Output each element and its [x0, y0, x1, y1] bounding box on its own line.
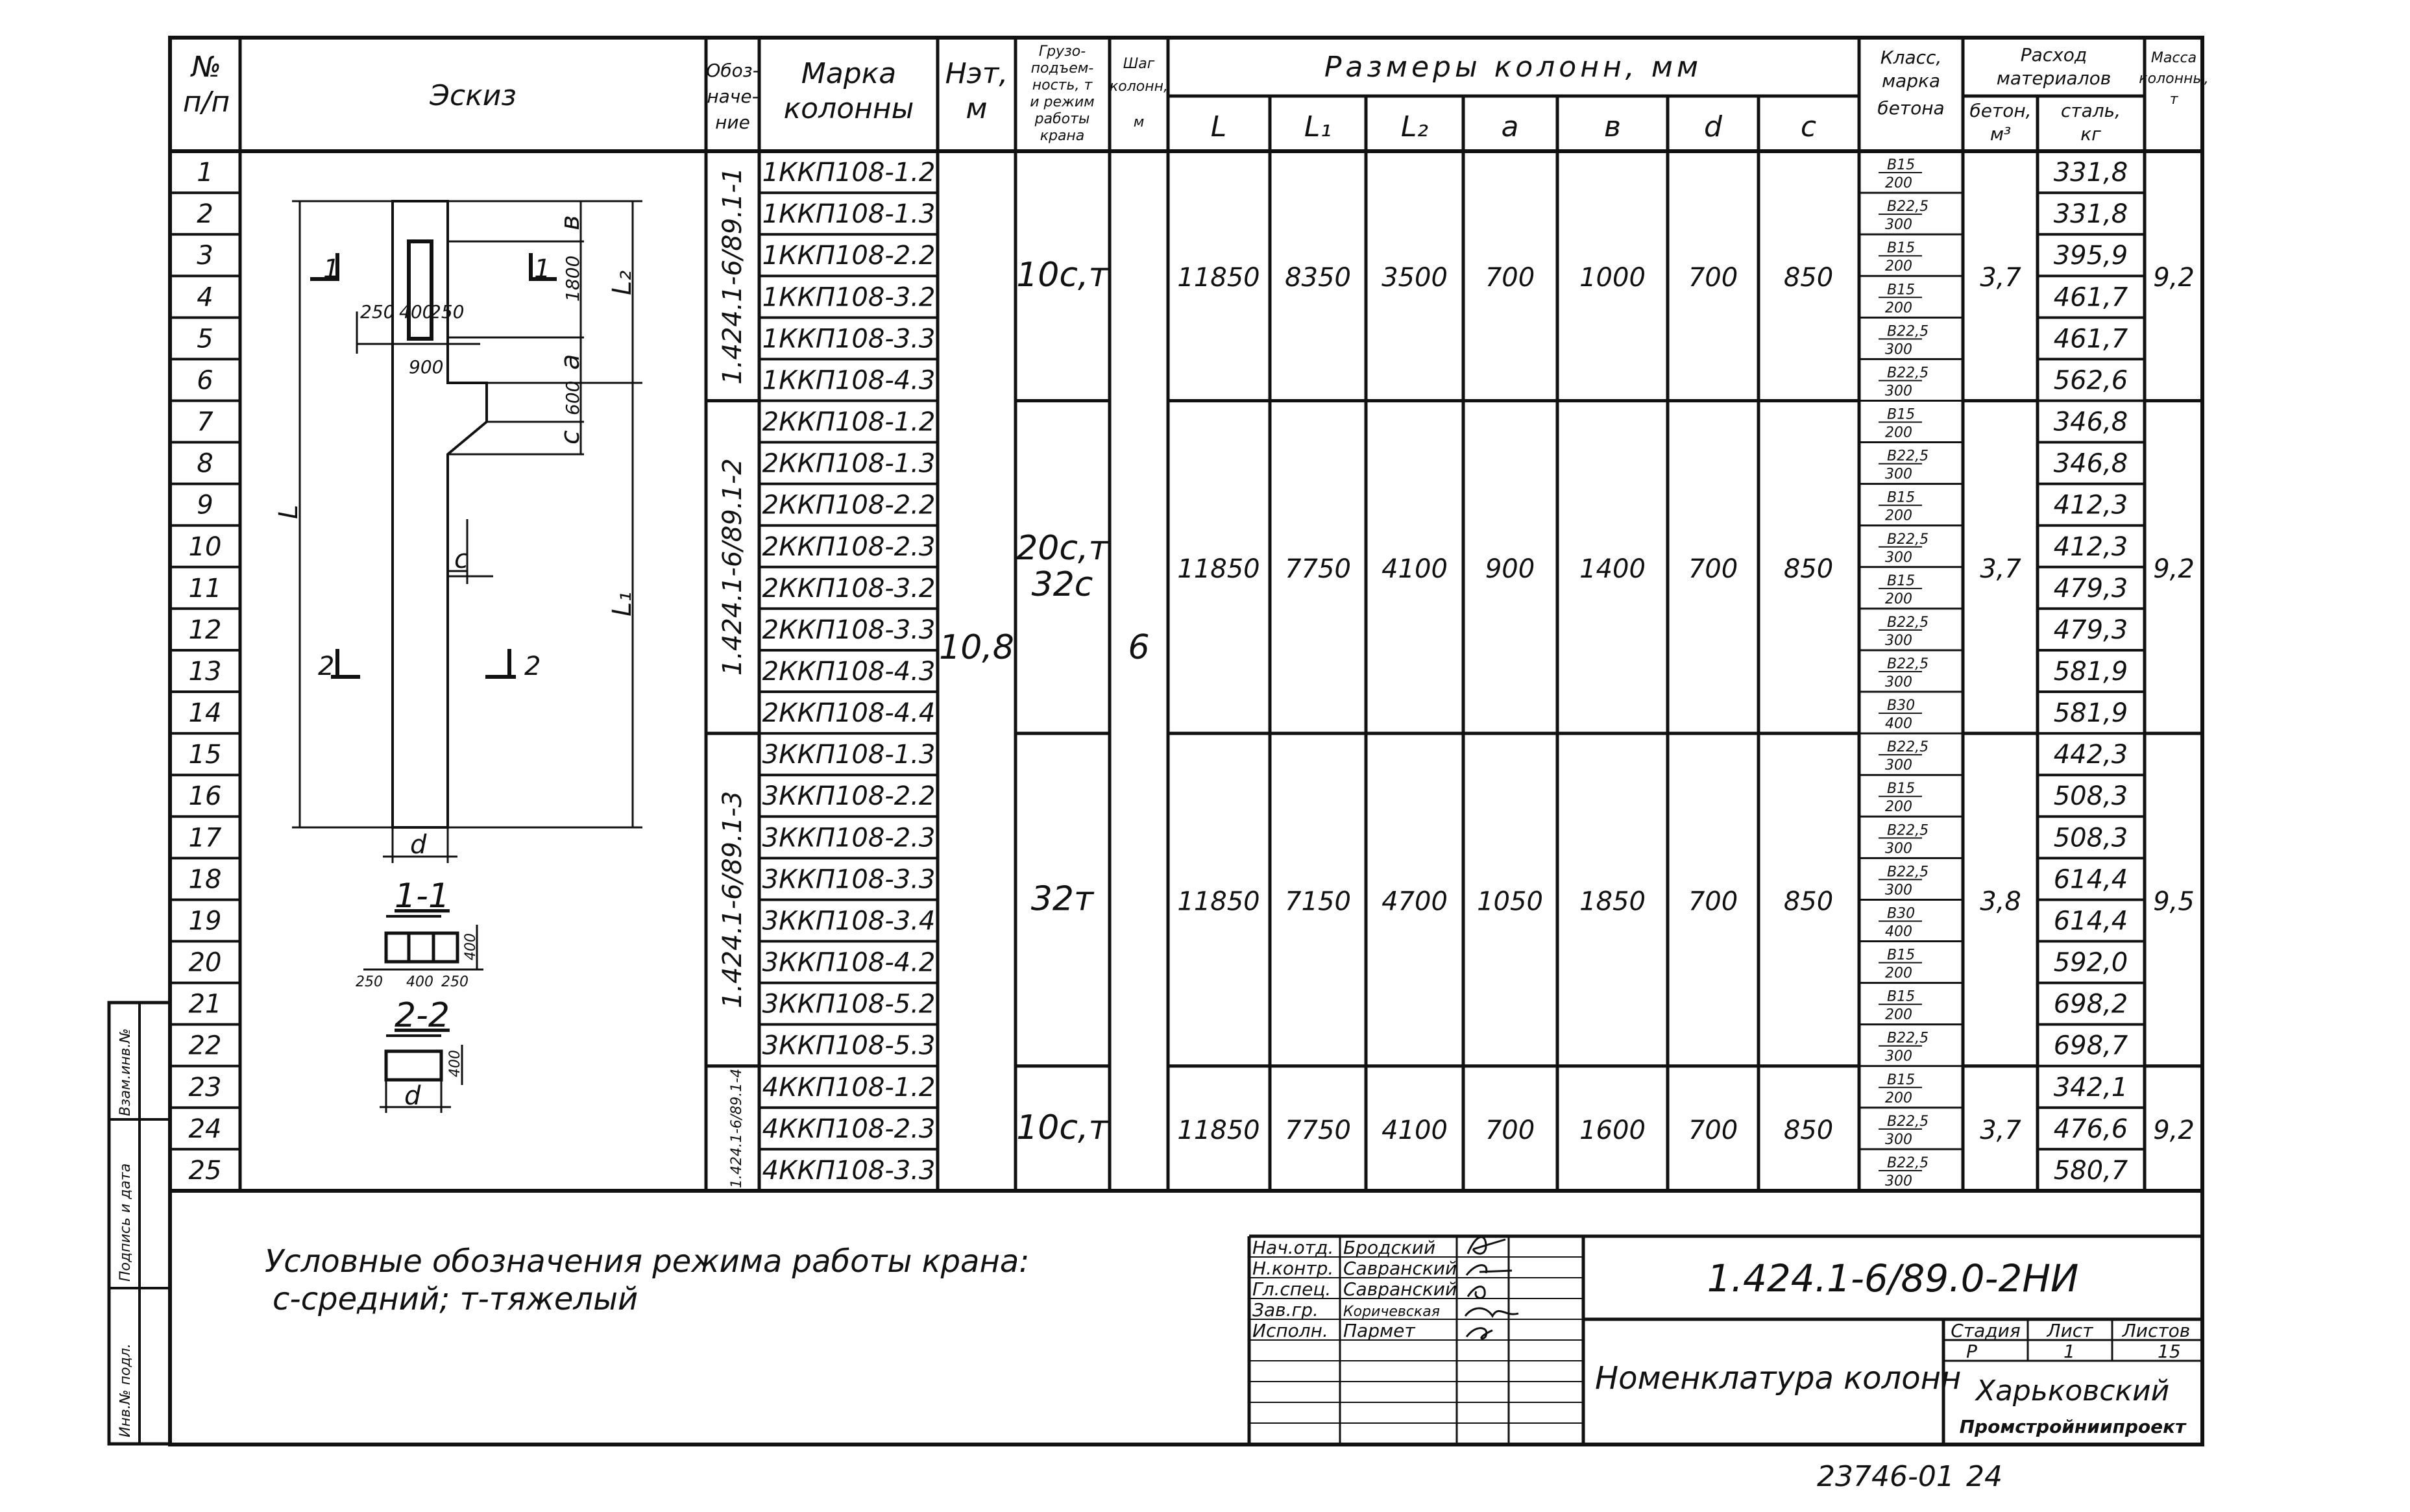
- row-concrete-class: B15: [1887, 157, 1916, 174]
- row-number: 6: [197, 365, 213, 396]
- row-number: 1: [197, 158, 213, 188]
- name-executor: Пармет: [1343, 1320, 1415, 1341]
- header-dim-L1: L₁: [1304, 110, 1332, 143]
- s1-dim-h400: 400: [463, 933, 479, 960]
- row-steel: 346,8: [2053, 407, 2128, 437]
- group-beton: 3,7: [1980, 263, 2021, 293]
- document-code: 1.424.1-6/89.0-2НИ: [1707, 1256, 2079, 1300]
- row-number: 7: [197, 407, 213, 437]
- row-number: 4: [197, 282, 213, 313]
- row-number: 2: [197, 199, 213, 230]
- legend-notes: [265, 1243, 1029, 1317]
- row-mark: 4ККП108-3.3: [762, 1155, 936, 1186]
- row-concrete-grade: 300: [1885, 1131, 1912, 1148]
- row-number: 17: [188, 823, 222, 853]
- header-mass-2: колонны,: [2139, 71, 2209, 87]
- row-steel: 342,1: [2053, 1072, 2128, 1103]
- group-crane: 20с,т: [1016, 528, 1108, 568]
- row-mark: 2ККП108-4.3: [762, 657, 936, 687]
- header-concrete-3: бетона: [1877, 97, 1945, 119]
- row-concrete-grade: 300: [1885, 549, 1912, 566]
- dim-a: а: [555, 354, 585, 370]
- group-dim-l: 11850: [1177, 554, 1260, 584]
- row-steel: 698,2: [2053, 989, 2128, 1019]
- row-number: 12: [188, 615, 222, 645]
- dim-c-vertical: с: [555, 430, 585, 445]
- row-mark: 2ККП108-2.2: [762, 490, 936, 520]
- s2-dim-d: d: [404, 1081, 421, 1111]
- row-concrete-class: B30: [1887, 698, 1916, 714]
- group-mass: 9,2: [2153, 263, 2195, 293]
- row-concrete-class: B30: [1887, 905, 1916, 922]
- group-dim-l: 11850: [1177, 886, 1260, 917]
- group-mass: 9,2: [2153, 554, 2195, 584]
- row-concrete-class: B15: [1887, 1071, 1916, 1088]
- dim-250a: 250: [360, 301, 395, 323]
- row-concrete-class: B22,5: [1887, 365, 1929, 382]
- row-concrete-grade: 400: [1885, 923, 1912, 940]
- row-concrete-grade: 200: [1885, 591, 1912, 607]
- sheets-label: Листов: [2122, 1320, 2191, 1341]
- header-designation-3: ние: [715, 112, 750, 133]
- row-concrete-class: B22,5: [1887, 199, 1929, 215]
- group-dim-b: 1000: [1579, 263, 1646, 293]
- group-beton: 3,7: [1980, 554, 2021, 584]
- row-steel: 412,3: [2053, 490, 2128, 520]
- row-mark: 3ККП108-4.2: [762, 947, 936, 978]
- row-steel: 581,9: [2053, 698, 2128, 729]
- column-outline: [393, 201, 487, 827]
- group-mass: 9,5: [2153, 886, 2195, 917]
- table-body: [189, 157, 2128, 1189]
- notes-line-2: с-средний; т-тяжелый: [273, 1281, 639, 1317]
- header-h-2: м: [966, 92, 988, 125]
- row-concrete-class: B22,5: [1887, 1154, 1929, 1171]
- group-dim-b: 1400: [1579, 554, 1646, 584]
- row-steel: 412,3: [2053, 531, 2128, 562]
- row-steel: 562,6: [2053, 365, 2128, 396]
- group-dim-d: 700: [1688, 1115, 1738, 1145]
- row-steel: 331,8: [2053, 199, 2128, 230]
- row-concrete-class: B22,5: [1887, 323, 1929, 340]
- s1-dim-400: 400: [406, 974, 433, 990]
- group-dim-l2: 4100: [1381, 554, 1448, 584]
- group-beton: 3,8: [1980, 886, 2021, 917]
- stamp-replaced-inv: Взам.инв.№: [117, 1028, 134, 1116]
- row-concrete-grade: 300: [1885, 632, 1912, 649]
- row-steel: 581,9: [2053, 657, 2128, 687]
- row-number: 21: [188, 989, 222, 1019]
- cut2-left-label: 2: [318, 652, 335, 681]
- row-mark: 1ККП108-2.2: [762, 241, 936, 271]
- dim-900: 900: [409, 356, 444, 378]
- name-group-head: Коричевская: [1343, 1304, 1440, 1320]
- group-designation: 1.424.1-6/89.1-3: [718, 790, 748, 1008]
- row-steel: 461,7: [2053, 324, 2128, 354]
- group-dim-l1: 8350: [1285, 263, 1351, 293]
- org-line-1: Харьковский: [1975, 1374, 2170, 1408]
- group-dim-l1: 7150: [1285, 886, 1351, 917]
- org-line-2: Промстройниипроект: [1959, 1416, 2186, 1437]
- header-dim-L2: L₂: [1400, 110, 1429, 143]
- title-block-text: [1252, 1237, 2190, 1437]
- row-mark: 3ККП108-5.2: [762, 989, 936, 1019]
- sheets-value: 15: [2158, 1341, 2181, 1362]
- row-steel: 479,3: [2053, 615, 2128, 645]
- row-mark: 3ККП108-3.4: [762, 906, 936, 936]
- group-dim-d: 700: [1688, 554, 1738, 584]
- group-dim-l: 11850: [1177, 1115, 1260, 1145]
- row-number: 3: [197, 241, 213, 271]
- group-dim-c: 850: [1783, 1115, 1834, 1145]
- row-number: 5: [197, 324, 213, 354]
- row-concrete-class: B22,5: [1887, 531, 1929, 548]
- row-number: 13: [188, 657, 222, 687]
- dim-600: 600: [562, 380, 583, 415]
- group-dim-a: 900: [1485, 554, 1535, 584]
- group-dim-a: 700: [1485, 263, 1535, 293]
- row-concrete-class: B15: [1887, 947, 1916, 964]
- document-title: Номенклатура колонн: [1595, 1360, 1962, 1396]
- row-concrete-class: B22,5: [1887, 448, 1929, 465]
- dim-L1: L₁: [607, 591, 637, 616]
- header-dims: Размеры колонн, мм: [1324, 51, 1703, 84]
- row-number: 14: [188, 698, 222, 729]
- stage-label: Стадия: [1951, 1320, 2021, 1341]
- row-mark: 2ККП108-3.3: [762, 615, 936, 645]
- row-steel: 592,0: [2053, 947, 2128, 978]
- row-steel: 442,3: [2053, 740, 2128, 770]
- row-steel: 331,8: [2053, 158, 2128, 188]
- row-mark: 1ККП108-3.3: [762, 324, 936, 354]
- row-number: 22: [188, 1030, 222, 1061]
- group-dim-l2: 4700: [1381, 886, 1448, 917]
- group-dim-d: 700: [1688, 263, 1738, 293]
- row-number: 15: [188, 740, 222, 770]
- header-crane-2: подъем-: [1030, 60, 1094, 77]
- row-mark: 3ККП108-1.3: [762, 740, 936, 770]
- header-crane-3: ность, т: [1032, 77, 1093, 93]
- row-concrete-class: B22,5: [1887, 864, 1929, 881]
- group-crane: 10с,т: [1016, 1108, 1108, 1147]
- row-concrete-grade: 300: [1885, 217, 1912, 234]
- row-concrete-grade: 200: [1885, 300, 1912, 317]
- table-header: [183, 43, 2209, 145]
- group-dim-l: 11850: [1177, 263, 1260, 293]
- s2-dim-h400: 400: [447, 1050, 463, 1077]
- row-mark: 1ККП108-4.3: [762, 365, 936, 396]
- group-dim-c: 850: [1783, 886, 1834, 917]
- dim-b: в: [555, 215, 585, 230]
- dim-c-horizontal: с: [454, 544, 469, 574]
- header-mass-1: Масса: [2150, 50, 2197, 66]
- header-sketch: Эскиз: [430, 79, 517, 112]
- section-1-1-shape: [386, 933, 457, 962]
- row-concrete-grade: 300: [1885, 674, 1912, 690]
- header-num-1: №: [191, 51, 221, 84]
- dim-250b: 250: [430, 301, 465, 323]
- dim-L2: L₂: [607, 270, 637, 295]
- header-beton-2: м³: [1990, 123, 2012, 145]
- signatures: [1465, 1237, 1518, 1338]
- group-crane: 10с,т: [1016, 256, 1108, 295]
- group-dim-c: 850: [1783, 554, 1834, 584]
- header-dim-d: d: [1704, 110, 1722, 143]
- row-number: 20: [188, 947, 222, 978]
- row-mark: 1ККП108-3.2: [762, 282, 936, 313]
- header-mark-2: колонны: [783, 92, 914, 125]
- row-concrete-grade: 200: [1885, 424, 1912, 441]
- row-number: 19: [188, 906, 222, 936]
- dim-L: L: [274, 504, 304, 519]
- row-mark: 2ККП108-2.3: [762, 531, 936, 562]
- header-concrete-1: Класс,: [1880, 47, 1942, 68]
- side-stamp: [109, 1003, 170, 1444]
- row-concrete-grade: 300: [1885, 383, 1912, 400]
- name-norm-control: Савранский: [1343, 1258, 1457, 1279]
- row-steel: 476,6: [2053, 1114, 2128, 1144]
- cut1-left-label: 1: [323, 254, 340, 284]
- row-concrete-class: B15: [1887, 781, 1916, 798]
- s1-dim-250b: 250: [441, 974, 469, 990]
- row-concrete-class: B15: [1887, 489, 1916, 506]
- name-chief-specialist: Савранский: [1343, 1278, 1457, 1300]
- header-crane-6: крана: [1040, 128, 1085, 144]
- header-designation-2: наче-: [707, 86, 759, 107]
- header-beton-1: бетон,: [1969, 100, 2032, 121]
- role-group-head: Зав.гр.: [1252, 1299, 1319, 1321]
- header-steel-1: сталь,: [2060, 100, 2121, 121]
- group-dim-a: 1050: [1477, 886, 1543, 917]
- row-concrete-class: B22,5: [1887, 1113, 1929, 1130]
- cell-step-merged: 6: [1128, 628, 1150, 667]
- section-2-2-shape: [386, 1051, 441, 1080]
- row-mark: 3ККП108-2.3: [762, 823, 936, 853]
- stamp-inv-original: Инв.№ подл.: [117, 1343, 134, 1437]
- row-concrete-class: B22,5: [1887, 1030, 1929, 1047]
- cut1-right-label: 1: [534, 254, 551, 284]
- group-dim-c: 850: [1783, 263, 1834, 293]
- header-step-2: колонн,: [1109, 79, 1169, 95]
- page-number: 24: [1966, 1460, 2002, 1493]
- row-concrete-grade: 200: [1885, 175, 1912, 192]
- sheet-value: 1: [2063, 1341, 2075, 1362]
- header-step-1: Шаг: [1123, 56, 1155, 72]
- row-steel: 461,7: [2053, 282, 2128, 313]
- row-concrete-class: B22,5: [1887, 822, 1929, 839]
- row-number: 16: [188, 781, 222, 812]
- table-grid-columns: [240, 38, 2145, 1191]
- row-mark: 4ККП108-2.3: [762, 1114, 936, 1144]
- sheet-label: Лист: [2047, 1320, 2093, 1341]
- row-mark: 3ККП108-5.3: [762, 1030, 936, 1061]
- row-steel: 614,4: [2053, 864, 2128, 895]
- header-steel-2: кг: [2080, 123, 2101, 145]
- row-number: 9: [197, 490, 213, 520]
- row-number: 10: [188, 531, 222, 562]
- role-head-dept: Нач.отд.: [1252, 1237, 1334, 1258]
- row-steel: 614,4: [2053, 906, 2128, 936]
- role-executor: Исполн.: [1252, 1320, 1328, 1341]
- row-concrete-grade: 300: [1885, 840, 1912, 857]
- row-concrete-grade: 200: [1885, 258, 1912, 275]
- row-steel: 508,3: [2053, 781, 2128, 812]
- section-1-1-title: 1-1: [395, 877, 450, 916]
- row-mark: 3ККП108-3.3: [762, 864, 936, 895]
- row-number: 18: [188, 864, 222, 895]
- row-concrete-grade: 200: [1885, 1006, 1912, 1023]
- row-mark: 2ККП108-3.2: [762, 573, 936, 604]
- role-norm-control: Н.контр.: [1252, 1258, 1334, 1279]
- group-mass: 9,2: [2153, 1115, 2195, 1145]
- row-concrete-class: B15: [1887, 988, 1916, 1005]
- row-concrete-class: B22,5: [1887, 656, 1929, 672]
- column-opening: [409, 241, 432, 339]
- name-head-dept: Бродский: [1343, 1237, 1436, 1258]
- group-crane: 32т: [1030, 879, 1094, 919]
- row-mark: 2ККП108-4.4: [762, 698, 936, 729]
- row-concrete-class: B15: [1887, 572, 1916, 589]
- row-concrete-grade: 200: [1885, 1090, 1912, 1106]
- group-dim-l1: 7750: [1285, 1115, 1351, 1145]
- header-crane-5: работы: [1034, 111, 1090, 127]
- row-number: 23: [188, 1072, 222, 1103]
- header-h-1: Нэт,: [945, 57, 1008, 90]
- row-concrete-grade: 400: [1885, 716, 1912, 733]
- row-concrete-grade: 300: [1885, 757, 1912, 774]
- row-number: 8: [197, 448, 213, 479]
- row-mark: 1ККП108-1.3: [762, 199, 936, 230]
- row-concrete-grade: 300: [1885, 1173, 1912, 1189]
- header-mass-3: т: [2169, 91, 2178, 108]
- header-step-3: м: [1133, 114, 1145, 130]
- header-concrete-2: марка: [1881, 70, 1941, 91]
- row-concrete-grade: 300: [1885, 882, 1912, 899]
- role-chief-specialist: Гл.спец.: [1252, 1278, 1332, 1300]
- header-materials-2: материалов: [1996, 67, 2112, 89]
- row-steel: 346,8: [2053, 448, 2128, 479]
- row-number: 24: [188, 1114, 222, 1144]
- dim-1800: 1800: [562, 255, 583, 302]
- row-number: 25: [188, 1155, 222, 1186]
- header-dim-b: в: [1604, 110, 1621, 143]
- group-designation: 1.424.1-6/89.1-2: [718, 458, 748, 676]
- row-concrete-class: B22,5: [1887, 614, 1929, 631]
- group-dim-b: 1600: [1579, 1115, 1646, 1145]
- group-dim-l2: 3500: [1381, 263, 1448, 293]
- dim-d: d: [410, 830, 427, 860]
- header-designation-1: Обоз-: [706, 60, 759, 81]
- group-dim-d: 700: [1688, 886, 1738, 917]
- stage-value: Р: [1966, 1341, 1977, 1362]
- header-mark-1: Марка: [801, 57, 897, 90]
- header-dim-a: a: [1501, 110, 1519, 143]
- header-dim-c: c: [1800, 110, 1817, 143]
- header-materials-1: Расход: [2020, 44, 2087, 66]
- group-crane: 32с: [1031, 565, 1093, 604]
- row-mark: 4ККП108-1.2: [762, 1072, 936, 1103]
- row-concrete-class: B15: [1887, 282, 1916, 299]
- row-mark: 3ККП108-2.2: [762, 781, 936, 812]
- notes-line-1: Условные обозначения режима работы крана:: [265, 1243, 1030, 1280]
- row-concrete-grade: 300: [1885, 341, 1912, 358]
- group-dim-a: 700: [1485, 1115, 1535, 1145]
- row-concrete-grade: 200: [1885, 965, 1912, 982]
- row-steel: 698,7: [2053, 1030, 2128, 1061]
- row-concrete-grade: 200: [1885, 799, 1912, 816]
- row-number: 11: [188, 573, 222, 604]
- row-steel: 580,7: [2053, 1155, 2128, 1186]
- row-mark: 2ККП108-1.3: [762, 448, 936, 479]
- row-concrete-class: B15: [1887, 406, 1916, 423]
- section-2-2-title: 2-2: [395, 996, 450, 1035]
- group-dim-l2: 4100: [1381, 1115, 1448, 1145]
- group-dim-b: 1850: [1579, 886, 1646, 917]
- cut2-right-label: 2: [524, 652, 541, 681]
- row-concrete-class: B15: [1887, 240, 1916, 257]
- inventory-number: 23746-01: [1817, 1460, 1954, 1493]
- row-concrete-grade: 300: [1885, 466, 1912, 483]
- row-mark: 1ККП108-1.2: [762, 158, 936, 188]
- group-dim-l1: 7750: [1285, 554, 1351, 584]
- s1-dim-250a: 250: [356, 974, 383, 990]
- row-concrete-grade: 200: [1885, 507, 1912, 524]
- group-designation: 1.424.1-6/89.1-1: [718, 167, 748, 385]
- row-steel: 508,3: [2053, 823, 2128, 853]
- cell-h-merged: 10,8: [939, 628, 1014, 667]
- row-mark: 2ККП108-1.2: [762, 407, 936, 437]
- group-beton: 3,7: [1980, 1115, 2021, 1145]
- header-crane-1: Грузо-: [1038, 43, 1086, 60]
- header-num-2: п/п: [182, 86, 230, 119]
- stamp-signature-date: Подпись и дата: [117, 1163, 134, 1282]
- row-steel: 395,9: [2053, 241, 2128, 271]
- header-crane-4: и режим: [1030, 94, 1095, 110]
- row-concrete-class: B22,5: [1887, 739, 1929, 756]
- header-dim-L: L: [1210, 110, 1227, 143]
- sketch-labels: [274, 215, 637, 1111]
- group-designation: 1.424.1-6/89.1-4: [729, 1068, 745, 1189]
- row-steel: 479,3: [2053, 573, 2128, 604]
- dim-400: 400: [399, 301, 434, 323]
- row-concrete-grade: 300: [1885, 1048, 1912, 1065]
